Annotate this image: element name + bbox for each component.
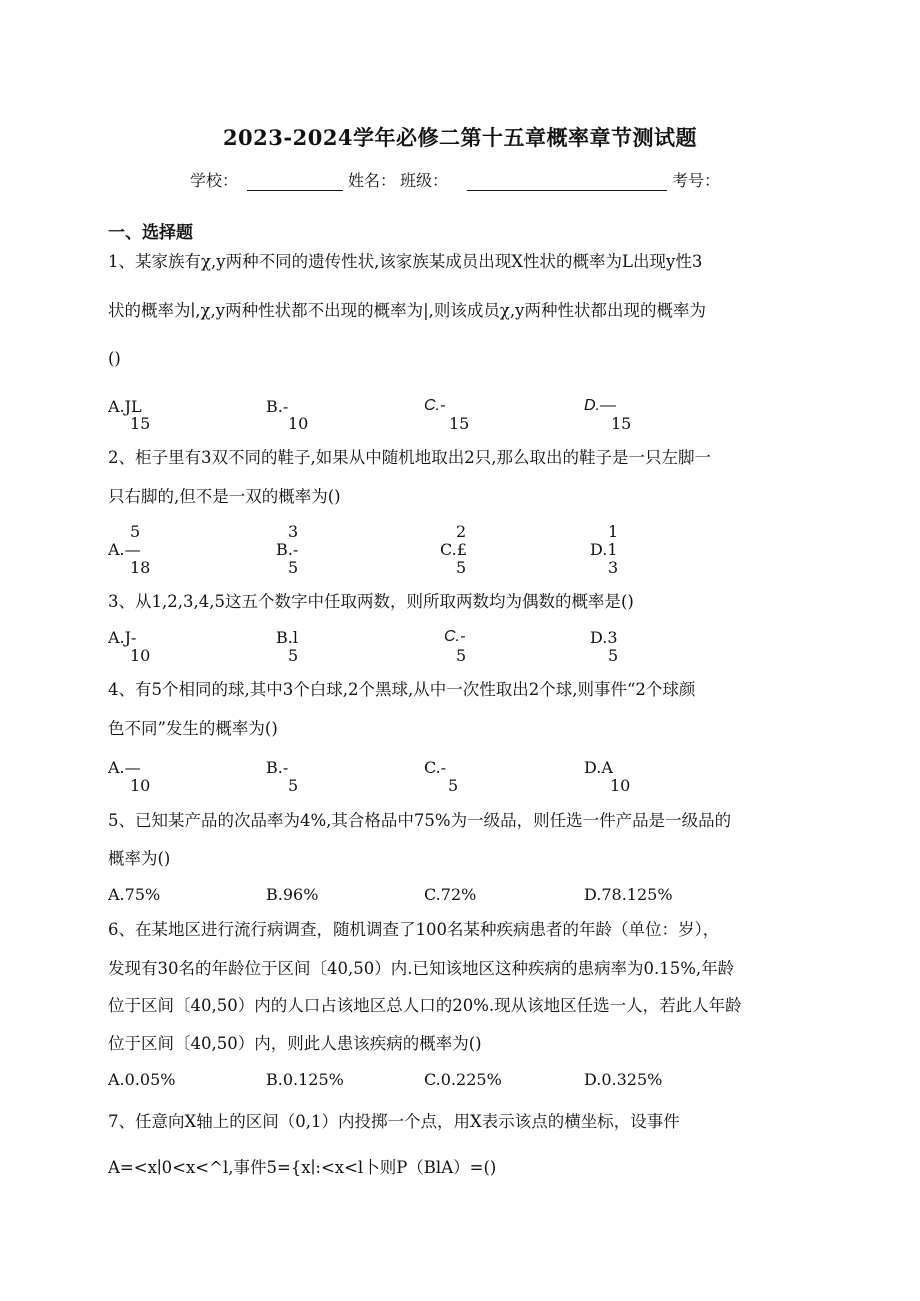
question-1-line-2: 状的概率为∣,χ,y两种性状都不出现的概率为|,则该成员χ,y两种性状都出现的概率为 (108, 301, 706, 320)
q6-option-c[interactable]: C.0.225% (424, 1070, 502, 1089)
school-label: 学校： (190, 171, 239, 190)
q5-option-c[interactable]: C.72% (424, 885, 477, 904)
q4-option-b-den: 5 (288, 776, 299, 795)
q2-option-c-num: 2 (456, 522, 467, 541)
q1-option-c-den: 15 (449, 414, 470, 433)
q4-option-c-den: 5 (448, 776, 459, 795)
question-1-line-3: () (108, 349, 121, 368)
question-6-line-3: 位于区间〔40,50）内的人口占该地区总人口的20%.现从该地区任选一人，若此人年龄 (108, 996, 742, 1015)
q4-option-a-den: 10 (130, 776, 151, 795)
q2-option-b[interactable]: B.- (276, 540, 299, 559)
q4-option-d[interactable]: D.A (584, 758, 613, 777)
question-7-line-2: A=<x∣0<x<^l,事件5={x∣:<x<l卜则P（BlA）=() (108, 1158, 497, 1177)
question-5-line-2: 概率为() (108, 849, 171, 868)
question-2-line-1: 2、柜子里有3双不同的鞋子,如果从中随机地取出2只,那么取出的鞋子是一只左脚一 (108, 448, 711, 467)
question-6-line-1: 6、在某地区进行流行病调查，随机调查了100名某种疾病患者的年龄（单位：岁）， (108, 920, 720, 939)
q4-option-a[interactable]: A.— (108, 758, 141, 777)
question-4-line-2: 色不同”发生的概率为() (108, 719, 278, 738)
question-5-line-1: 5、已知某产品的次品率为4%,其合格品中75%为一级品，则任选一件产品是一级品的 (108, 811, 732, 830)
q2-option-b-num: 3 (288, 522, 299, 541)
question-4-line-1: 4、有5个相同的球,其中3个白球,2个黑球,从中一次性取出2个球,则事件“2个球颜 (108, 680, 696, 699)
class-blank[interactable] (467, 190, 667, 191)
question-1-line-1: 1、某家族有χ,y两种不同的遗传性状,该家族某成员出现X性状的概率为L出现y性3 (108, 252, 703, 271)
q3-option-b-den: 5 (288, 646, 299, 665)
q2-option-d-den: 3 (608, 558, 619, 577)
q1-option-d-den: 15 (611, 414, 632, 433)
question-6-line-2: 发现有30名的年龄位于区间〔40,50）内.已知该地区这种疾病的患病率为0.15%,年龄 (108, 959, 735, 978)
q1-option-d[interactable]: D.— (584, 397, 616, 414)
question-7-line-1: 7、任意向X轴上的区间（0,1）内投掷一个点，用X表示该点的横坐标，设事件 (108, 1112, 680, 1131)
q1-option-a-den: 15 (130, 414, 151, 433)
q5-option-b[interactable]: B.96% (266, 885, 319, 904)
q2-option-d[interactable]: D.1 (590, 540, 618, 559)
q6-option-b[interactable]: B.0.125% (266, 1070, 344, 1089)
q3-option-a-den: 10 (130, 646, 151, 665)
page-title: 2023-2024学年必修二第十五章概率章节测试题 (222, 125, 698, 150)
q4-option-b[interactable]: B.- (266, 758, 289, 777)
q3-option-a[interactable]: A.J- (108, 628, 137, 647)
q3-option-c[interactable]: C.- (444, 628, 466, 645)
section-title: 一、选择题 (108, 223, 193, 243)
q2-option-d-num: 1 (608, 522, 619, 541)
q1-option-b-den: 10 (288, 414, 309, 433)
q2-option-b-den: 5 (288, 558, 299, 577)
q5-option-d[interactable]: D.78.125% (584, 885, 673, 904)
q2-option-a[interactable]: A.— (108, 540, 141, 559)
q2-option-c-den: 5 (456, 558, 467, 577)
q4-option-d-den: 10 (610, 776, 631, 795)
q2-option-a-num: 5 (130, 522, 141, 541)
q3-option-b[interactable]: B.l (276, 628, 298, 647)
question-6-line-4: 位于区间〔40,50）内，则此人患该疾病的概率为() (108, 1034, 482, 1053)
name-label: 姓名： (348, 171, 397, 190)
q3-option-d-den: 5 (608, 646, 619, 665)
q4-option-c[interactable]: C.- (424, 758, 447, 777)
q2-option-a-den: 18 (130, 558, 151, 577)
class-label: 班级： (400, 171, 449, 190)
q6-option-d[interactable]: D.0.325% (584, 1070, 663, 1089)
q1-option-c[interactable]: C.- (424, 397, 446, 414)
exam-no-label: 考号： (672, 171, 721, 190)
q3-option-c-den: 5 (456, 646, 467, 665)
school-blank[interactable] (247, 190, 343, 191)
q1-option-b[interactable]: B.- (266, 397, 289, 416)
q6-option-a[interactable]: A.0.05% (108, 1070, 176, 1089)
question-3-line-1: 3、从1,2,3,4,5这五个数字中任取两数，则所取两数均为偶数的概率是() (108, 592, 634, 611)
question-2-line-2: 只右脚的,但不是一双的概率为() (108, 487, 341, 506)
q2-option-c[interactable]: C.£ (440, 540, 467, 559)
q5-option-a[interactable]: A.75% (108, 885, 161, 904)
q3-option-d[interactable]: D.3 (590, 628, 618, 647)
q1-option-a[interactable]: A.JL (108, 397, 142, 416)
